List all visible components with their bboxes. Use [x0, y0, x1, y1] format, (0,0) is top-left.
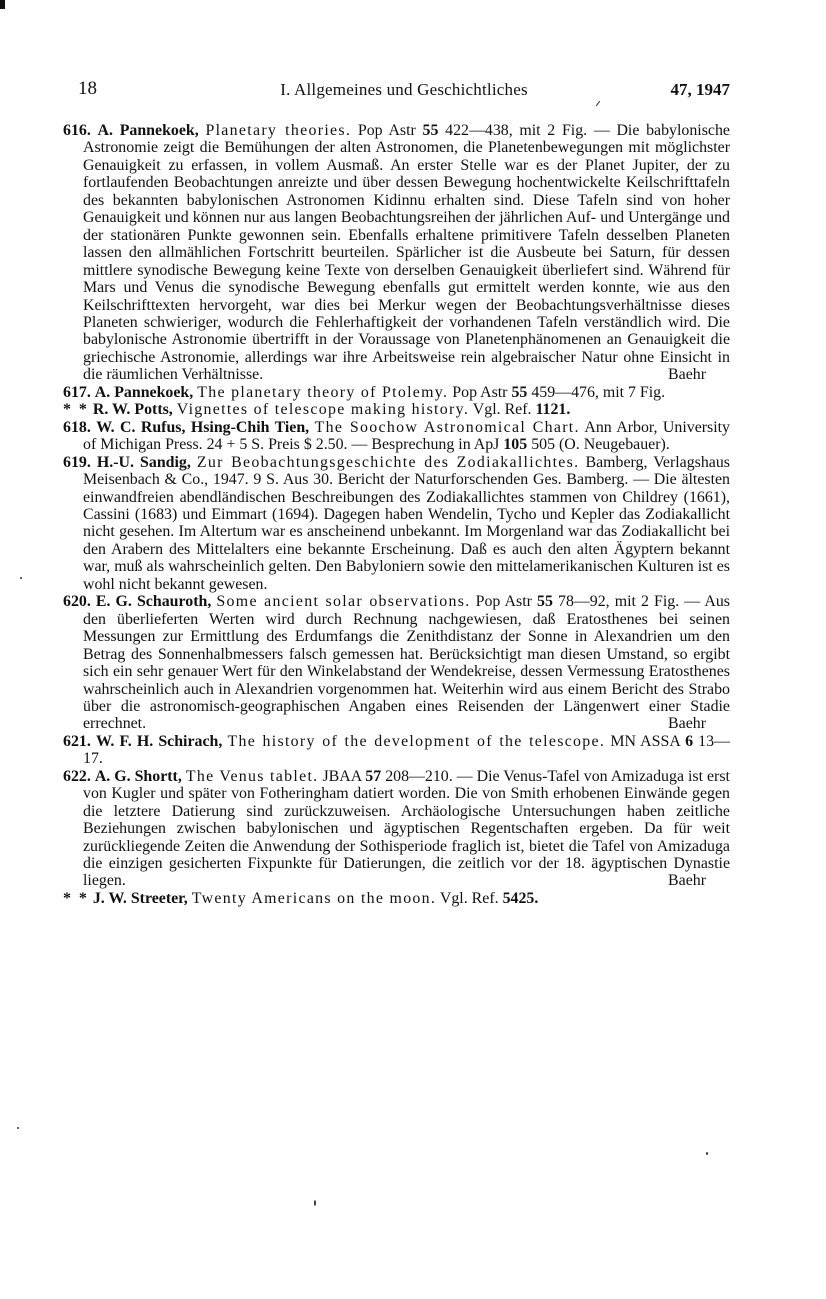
- entry-author: A. G. Shortt,: [94, 767, 182, 785]
- scan-speck: [20, 577, 22, 579]
- page-number: 18: [78, 78, 97, 99]
- entry-author: A. Pannekoek,: [97, 122, 199, 139]
- crossref-marker: * *: [63, 401, 89, 419]
- entry-title: Some ancient solar observations.: [216, 593, 471, 611]
- entry-number: 621.: [63, 732, 91, 750]
- entry-number: 620.: [63, 593, 91, 611]
- entry-pages: 505: [531, 436, 556, 454]
- entry-journal: Pop Astr: [357, 122, 416, 139]
- entry-author: J. W. Streeter,: [92, 889, 188, 907]
- entry-number: 618.: [63, 418, 91, 436]
- crossref-number: 1121.: [535, 401, 571, 419]
- entry-622: [63, 768, 730, 890]
- entry-title: Twenty Americans on the moon.: [191, 889, 437, 907]
- entry-journal: Pop Astr: [452, 383, 508, 401]
- entry-journal: MN ASSA: [610, 732, 680, 750]
- entry-abstract: Die babylonische Astronomie zeigt die Bemühungen der alten Astronomen, die Planetenbewegungen mit möglichster Genauigkeit zu erfassen, in vollem Ausmaß. An erster Stelle war es der Planet Jupiter, der zu fortlaufenden Beobachtungen anreizte und über dessen Bewegung hochentwickelte Keilschrifttafeln des bekannten babylonischen Astronomen Kidinnu erhalten sind. Diese Tafeln sind von hoher Genauigkeit und können nur aus langen Beobachtungsreihen der jährlichen Auf- und Untergänge und der stationären Punkte gewonnen sein. Ebenfalls erhaltene primitivere Tafeln desselben Planeten lassen den allmählichen Fortschritt beurteilen. Spärlicher ist die Ausbeute bei Saturn, für dessen mittlere synodische Bewegung keine Texte von derselben Genauigkeit überliefert sind. Während für Mars und Venus die synodische Bewegung ebenfalls gut ermittelt werden konnte, wie aus den Keilschrifttexten hervorgeht, war dies bei Merkur wegen der Beobachtungsverhältnisse dieses Planeten schwieriger, wodurch die Fehlerhaftigkeit der vorhandenen Tafeln verständlich wird. Die babylonische Astronomie übertrifft in der Voraussage von Planetenphänomenen an Genauigkeit die griechische Astronomie, allerdings war ihre Arbeitsweise rein algebraischer Natur ohne Einsicht in die räumlichen Verhältnisse.: [83, 122, 730, 384]
- entry-volume: 55: [422, 122, 439, 139]
- entry-title: Vignettes of telescope making history.: [176, 401, 470, 419]
- scan-edge-mark: [0, 0, 5, 9]
- entry-author: E. G. Schauroth,: [95, 593, 212, 611]
- entry-abstract: Bamberg, Verlagshaus Meisenbach & Co., 1947. 9 S. Aus 30. Bericht der Naturforschenden Ges. Bamberg. — Die ältesten einwandfreien abendländischen Beschreibungen des Zodiakallichtes stammen von Childrey (1661), Cassini (1683) und Eimmart (1694). Dagegen haben Wendelin, Tycho und Kepler das Zodiakallicht nicht gesehen. Im Altertum war es anscheinend unbekannt. Im Morgenland war das Zodiakallicht bei den Arabern des Mittelalters eine bekannte Erscheinung. Daß es auch den alten Ägyptern bekannt war, muß als wahrscheinlich gelten. Den Babyloniern sowie den mittelamerikanischen Kulturen ist es wohl nicht bekannt gewesen.: [83, 453, 730, 593]
- entry-author: W. C. Rufus, Hsing-Chih Tien,: [96, 418, 310, 436]
- entry-abstract: Die Venus-Tafel von Amizaduga ist erst von Kugler und später von Fotheringham datiert worden. Die von Smith erhobenen Einwände gegen die letztere Datierung sind zurückzuweisen. Archäologische Untersuchungen haben zeitliche Beziehungen zwischen babylonischen und ägyptischen Regentschaften ergeben. Da für weit zurückliegende Zeiten die Anwendung der Sothisperiode fraglich ist, bietet die Tafel von Amizaduga die einzigen gesicherten Fixpunkte für Datierungen, die zeitlich vor der 18. ägyptischen Dynastie liegen.: [83, 767, 730, 890]
- entry-number: 619.: [63, 453, 91, 471]
- entry-number: 617.: [63, 383, 91, 401]
- entry-621: [63, 733, 730, 768]
- crossref-label: Vgl. Ref.: [472, 401, 532, 419]
- entry-reviewer: Baehr: [668, 715, 706, 733]
- entry-author: A. Pannekoek,: [94, 383, 194, 401]
- entry-crossref-streeter: [63, 890, 730, 907]
- entry-618: [63, 419, 730, 454]
- entry-abstract: Aus den überlieferten Werten wird durch Rechnung nachgewiesen, daß Eratosthenes bei seinen Messungen zur Ermittlung des Erdumfangs die Zenithdistanz der Sonne in Alexandrien um den Betrag des Sonnenhalbmessers falsch gemessen hat. Berücksichtigt man diesen Umstand, so ergibt sich ein sehr genauer Wert für den Winkelabstand der Wendekreise, dessen Vermessung Eratosthenes wahrscheinlich auch in Alexandrien vorgenommen hat. Weiterhin wird aus einem Bericht des Strabo über die astronomisch-geographischen Angaben eines Reisenden der Längenwert einer Stadie errechnet.: [83, 593, 730, 733]
- entry-619: [63, 454, 730, 594]
- bibliography-list: [63, 122, 730, 907]
- entry-title: Planetary theories.: [205, 122, 352, 139]
- entry-number: 616.: [63, 122, 91, 139]
- entry-author: R. W. Potts,: [92, 401, 173, 419]
- entry-volume: 57: [365, 767, 382, 785]
- entry-620: [63, 593, 730, 733]
- entry-author: H.-U. Sandig,: [96, 453, 191, 471]
- entry-journal: JBAA: [322, 767, 362, 785]
- entry-volume: 105: [503, 436, 528, 454]
- entry-title: Zur Beobachtungsgeschichte des Zodiakallichtes.: [196, 453, 580, 471]
- entry-title: The history of the development of the telescope.: [227, 732, 606, 750]
- entry-reviewer: Baehr: [668, 872, 706, 890]
- entry-617: [63, 384, 730, 401]
- entry-volume: 55: [511, 383, 528, 401]
- entry-publication: Ann Arbor, University of Michigan Press. 24 + 5 S. Preis $ 2.50. — Besprechung in ApJ: [83, 418, 730, 454]
- scan-speck: [17, 1127, 19, 1129]
- entry-volume: 55: [537, 593, 553, 611]
- entry-volume: 6: [685, 732, 694, 750]
- entry-pages: 422—438, mit 2 Fig. —: [445, 122, 610, 139]
- entry-reviewer-note: (O. Neugebauer).: [559, 436, 670, 454]
- entry-pages: 13—17.: [83, 732, 730, 768]
- scan-speck: [706, 1152, 708, 1155]
- entry-title: The planetary theory of Ptolemy.: [197, 383, 449, 401]
- entry-title: The Venus tablet.: [185, 767, 319, 785]
- entry-author: W. F. H. Schirach,: [95, 732, 223, 750]
- entry-title: The Soochow Astronomical Chart.: [314, 418, 580, 436]
- entry-pages: 208—210. —: [385, 767, 473, 785]
- entry-journal: Pop Astr: [475, 593, 532, 611]
- scan-speck: [314, 1200, 316, 1206]
- crossref-number: 5425.: [502, 889, 539, 907]
- entry-pages: 78—92, mit 2 Fig. —: [558, 593, 701, 611]
- crossref-marker: * *: [63, 889, 89, 907]
- entry-crossref-potts: [63, 401, 730, 418]
- entry-616: [63, 122, 730, 384]
- volume-year: 47, 1947: [670, 80, 730, 99]
- entry-reviewer: Baehr: [668, 366, 706, 384]
- crossref-label: Vgl. Ref.: [439, 889, 499, 907]
- page-header: [78, 78, 730, 102]
- entry-number: 622.: [63, 767, 91, 785]
- entry-pages: 459—476, mit 7 Fig.: [531, 383, 666, 401]
- running-title: I. Allgemeines und Geschichtliches: [280, 80, 528, 99]
